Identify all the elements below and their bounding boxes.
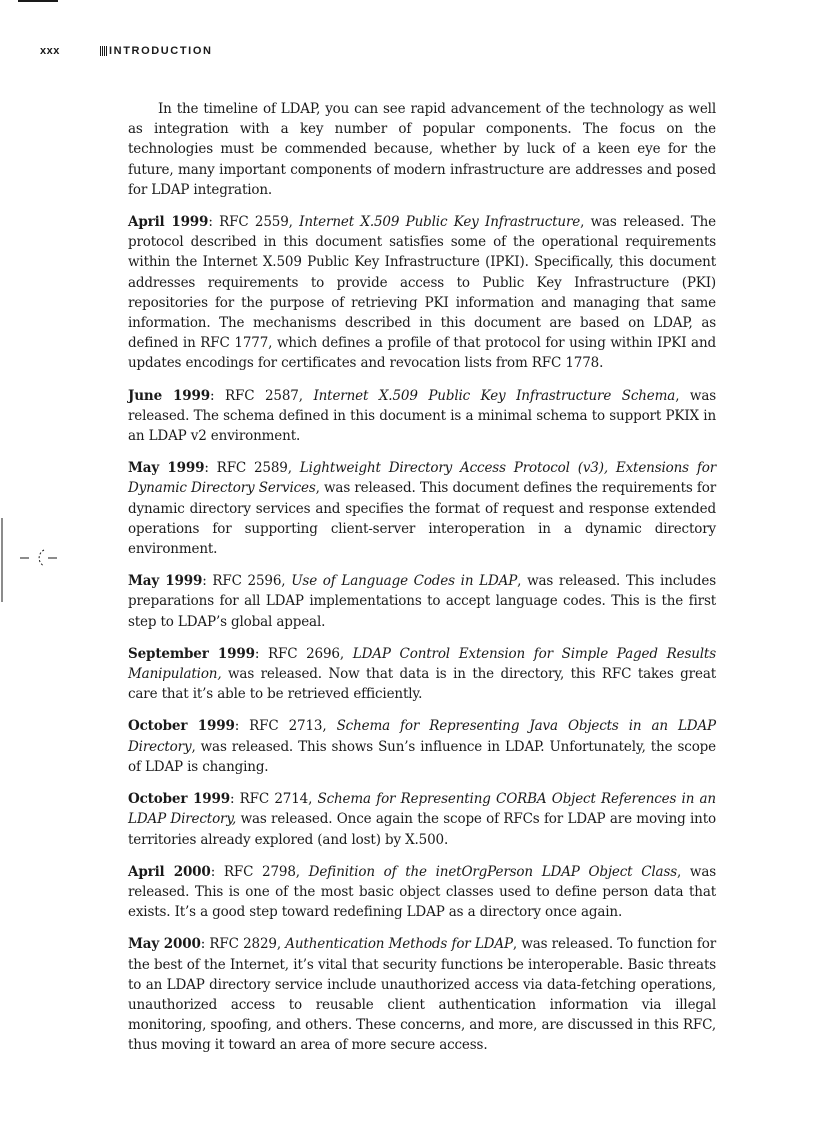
timeline-entry-rfc-2714	[128, 789, 716, 850]
entry-body: , was released. The schema defined in this document is a minimal schema to support PKIX in an LDAP v2 environment.	[128, 387, 717, 445]
page-number: xxx	[40, 45, 60, 57]
entry-title: Use of Language Codes in LDAP	[291, 573, 518, 590]
entry-date: May 2000	[128, 936, 201, 953]
entry-date: April 2000	[128, 863, 211, 880]
entry-date: June 1999	[128, 387, 210, 404]
entry-rfc: : RFC 2798,	[210, 863, 309, 880]
entry-rfc: : RFC 2589,	[204, 460, 300, 477]
entry-rfc: : RFC 2713,	[234, 718, 337, 735]
page-body	[128, 99, 716, 1068]
running-head	[40, 44, 213, 58]
entry-title: Lightweight Directory Access Protocol (v3), Extensions for Dynamic Directory Services	[128, 460, 716, 497]
entry-body: , was released. This shows Sun’s influence in LDAP. Unfortunately, the scope of LDAP is changing.	[128, 738, 716, 775]
entry-rfc: : RFC 2587,	[209, 387, 314, 404]
entry-body: , was released. This document defines the requirements for dynamic directory services and specifies the format of request and response extended operations for supporting client-server interoperation in a dynamic directory environment.	[128, 480, 716, 558]
entry-body: was released. Now that data is in the directory, this RFC takes great care that it’s able to be retrieved efficiently.	[128, 666, 716, 703]
timeline-entry-rfc-2589	[128, 458, 716, 559]
entry-rfc: : RFC 2559,	[208, 214, 300, 231]
timeline-entry-rfc-2559	[128, 212, 716, 374]
entry-title: Internet X.509 Public Key Infrastructure Schema	[313, 387, 676, 404]
entry-rfc: : RFC 2829,	[200, 936, 286, 953]
timeline-entry-rfc-2798	[128, 862, 716, 923]
entry-body: , was released. This includes preparations for all LDAP implementations to accept language codes. This is the first step to LDAP’s global appeal.	[128, 573, 716, 630]
entry-date: September 1999	[128, 645, 255, 662]
entry-title: Definition of the inetOrgPerson LDAP Object Class	[308, 863, 678, 880]
timeline-entry-rfc-2696	[128, 644, 716, 705]
crop-mark-icon	[0, 518, 70, 602]
intro-paragraph: In the timeline of LDAP, you can see rapid advancement of the technology as well as integration with a key number of popular components. The focus on the technologies must be commended because, whether by luck of a keen eye for the future, many important components of modern infrastructure are addresses and posed for LDAP integration.	[128, 101, 716, 198]
entry-body: was released. Once again the scope of RFCs for LDAP are moving into territories already explored (and lost) by X.500.	[128, 811, 716, 848]
entry-body: , was released. This is one of the most basic object classes used to define person data that exists. It’s a good step toward redefining LDAP as a directory once again.	[128, 863, 716, 921]
entry-date: May 1999	[128, 573, 203, 590]
top-rule	[18, 0, 58, 2]
entry-title: Schema for Representing CORBA Object References in an LDAP Directory,	[128, 791, 716, 828]
section-title-text: INTRODUCTION	[109, 45, 213, 57]
timeline-entry-rfc-2596	[128, 571, 716, 632]
section-title	[100, 45, 213, 57]
section-bars-icon	[100, 46, 108, 56]
timeline-entry-rfc-2829	[128, 934, 716, 1055]
entry-date: April 1999	[128, 214, 209, 231]
timeline-entry-rfc-2587	[128, 386, 716, 447]
entry-date: October 1999	[128, 791, 230, 808]
entry-date: May 1999	[128, 460, 205, 477]
entry-title: Internet X.509 Public Key Infrastructure	[299, 214, 581, 231]
timeline-entry-rfc-2713	[128, 716, 716, 777]
entry-date: October 1999	[128, 718, 235, 735]
entry-title: Schema for Representing Java Objects in an LDAP Directory	[128, 718, 716, 755]
entry-body: , was released. The protocol described in this document satisfies some of the operational requirements within the Internet X.509 Public Key Infrastructure (IPKI). Specifically, this document addresses requirements to provide access to Public Key Infrastructure (PKI) repositories for the purpose of retrieving PKI information and managing that same information. The mechanisms described in this document are based on LDAP, as defined in RFC 1777, which defines a profile of that protocol for using within IPKI and updates encodings for certificates and revocation lists from RFC 1778.	[128, 214, 717, 372]
entry-body: , was released. To function for the best of the Internet, it’s vital that security functions be interoperable. Basic threats to an LDAP directory service include unauthorized access via data-fetching operations, unauthorized access to reusable client authentication information via illegal monitoring, spoofing, and others. These concerns, and more, are discussed in this RFC, thus moving it toward an area of more secure access.	[128, 936, 717, 1054]
entry-rfc: : RFC 2696,	[254, 645, 353, 662]
entry-rfc: : RFC 2714,	[229, 791, 318, 808]
entry-title: Authentication Methods for LDAP	[285, 936, 513, 953]
entry-title: LDAP Control Extension for Simple Paged Results Manipulation,	[128, 645, 716, 683]
entry-rfc: : RFC 2596,	[202, 573, 292, 590]
